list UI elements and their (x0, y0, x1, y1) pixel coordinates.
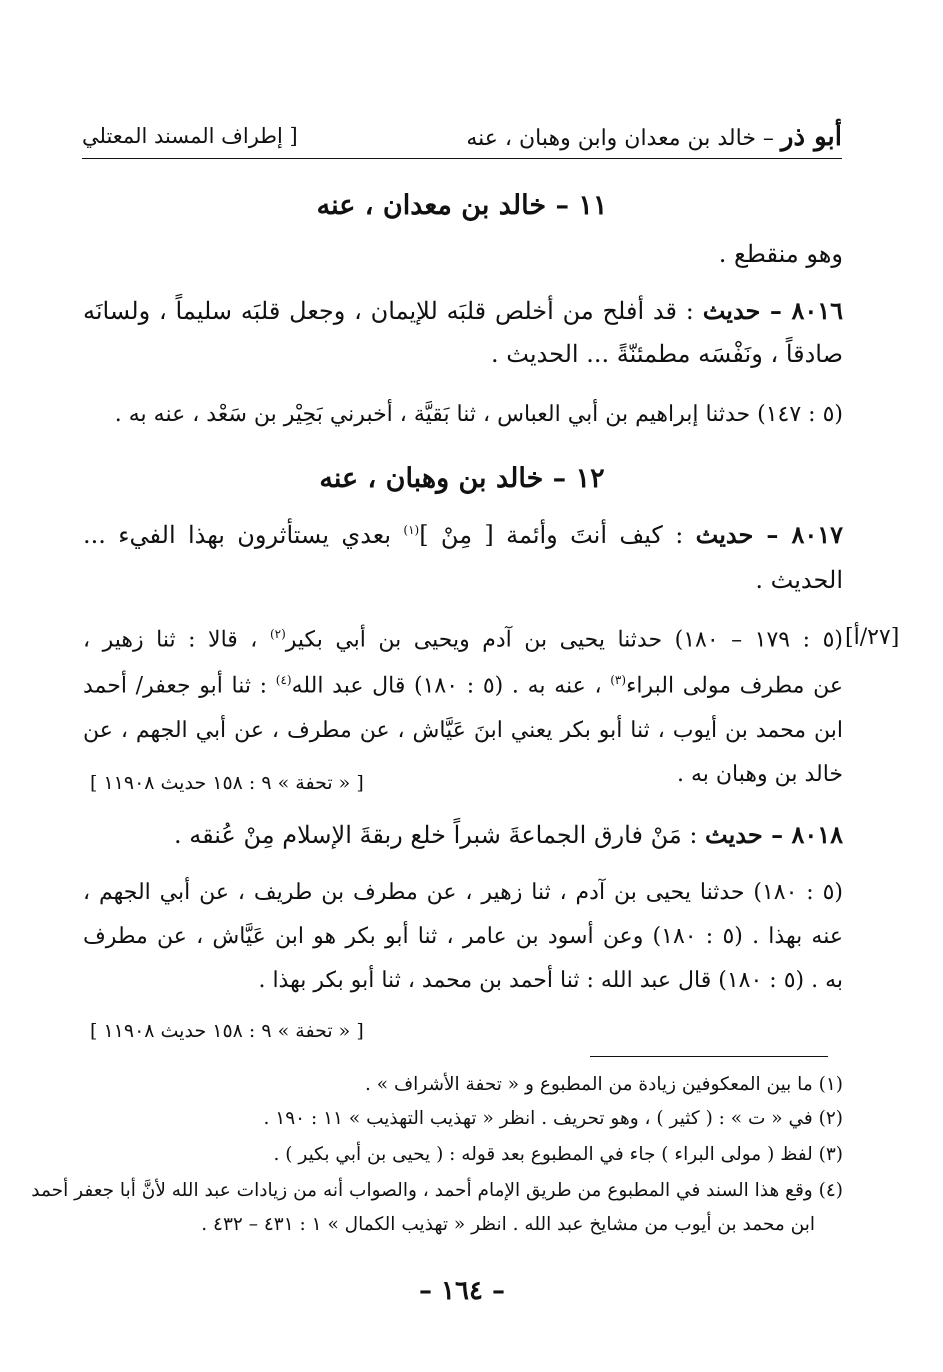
folio-marker: [٢٧/أ] (845, 625, 900, 650)
hadith-number: ٨٠١٨ – حديث (705, 820, 843, 849)
header-book-title: [ إطراف المسند المعتلي (82, 124, 298, 148)
isnad-8016: (٥ : ١٤٧) حدثنا إبراهيم بن أبي العباس ، ثنا بَقيَّة ، أخبرني بَحِيْر بن سَعْد ، عنه به . (114, 402, 843, 427)
isnad-8018-line-2: عنه بهذا . (٥ : ١٨٠) وعن أسود بن عامر ، ثنا أبو بكر هو ابن عَيَّاش ، عن مطرف (83, 924, 843, 949)
footnote-1: (١) ما بين المعكوفين زيادة من المطبوع و « تحفة الأشراف » . (365, 1074, 843, 1095)
hadith-number: ٨٠١٦ – حديث (702, 296, 844, 325)
hadith-8017-line-1: ٨٠١٧ – حديث : كيف أنتَ وأئمة [ مِنْ ]$^{(١)}$ بعدي يستأثرون بهذا الفيء ... (83, 520, 843, 549)
running-header (82, 118, 842, 159)
section-heading-12: ١٢ – خالد بن وهبان ، عنه (319, 463, 605, 494)
section-heading-11: ١١ – خالد بن معدان ، عنه (316, 190, 608, 221)
tuhfa-reference: [ « تحفة » ٩ : ١٥٨ حديث ١١٩٠٨ ] (90, 1020, 364, 1042)
footnote-4-line-1: (٤) وقع هذا السند في المطبوع من طريق الإمام أحمد ، والصواب أنه من زيادات عبد الله لأنَّ أبا جعفر أحمد (31, 1180, 843, 1201)
isnad-8017-line-1: (٥ : ١٧٩ – ١٨٠) حدثنا يحيى بن آدم ويحيى بن أبي بكير$^{(٢)}$ ، قالا : ثنا زهير ، (83, 627, 843, 653)
isnad-8017-line-2: عن مطرف مولى البراء$^{(٣)}$ ، عنه به . (٥ : ١٨٠) قال عبد الله$^{(٤)}$ : ثنا أبو جعفر/ أحمد (83, 673, 843, 699)
footnote-3: (٣) لفظ ( مولى البراء ) جاء في المطبوع بعد قوله : ( يحيى بن أبي بكير ) . (273, 1144, 843, 1165)
footnote-4-line-2: ابن محمد بن أيوب من مشايخ عبد الله . انظر « تهذيب الكمال » ١ : ٤٣١ – ٤٣٢ . (201, 1214, 815, 1235)
footnote-2: (٢) في « ت » : ( كثير ) ، وهو تحريف . انظر « تهذيب التهذيب » ١١ : ١٩٠ . (263, 1108, 843, 1129)
footnote-divider (590, 1056, 828, 1057)
isnad-8017-line-3: ابن محمد بن أيوب ، ثنا أبو بكر يعني ابنَ عَيَّاش ، عن مطرف ، عن أبي الجهم ، عن (83, 718, 843, 743)
tuhfa-reference: [ « تحفة » ٩ : ١٥٨ حديث ١١٩٠٨ ] (90, 772, 364, 794)
isnad-8017-line-4: خالد بن وهبان به . (676, 762, 843, 787)
header-author: أبو ذر (780, 122, 842, 152)
page-number: – ١٦٤ – (418, 1276, 506, 1306)
text-line: وهو منقطع . (718, 240, 843, 268)
hadith-number: ٨٠١٧ – حديث (695, 520, 843, 549)
hadith-8016-line-1: ٨٠١٦ – حديث : قد أفلح من أخلص قلبَه للإيمان ، وجعل قلبَه سليماً ، ولسانَه (83, 296, 844, 325)
isnad-8018-line-1: (٥ : ١٨٠) حدثنا يحيى بن آدم ، ثنا زهير ، عن مطرف بن طريف ، عن أبي الجهم ، (83, 880, 843, 905)
hadith-8017-line-2: الحديث . (755, 566, 843, 594)
header-right (466, 122, 842, 152)
hadith-8016-line-2: صادقاً ، ونَفْسَه مطمئنّةً ... الحديث . (491, 340, 843, 368)
isnad-8018-line-3: به . (٥ : ١٨٠) قال عبد الله : ثنا أحمد بن محمد ، ثنا أبو بكر بهذا . (258, 968, 843, 993)
header-chapter: – خالد بن معدان وابن وهبان ، عنه (466, 126, 774, 151)
hadith-8018-line-1: ٨٠١٨ – حديث : مَنْ فارق الجماعةَ شبراً خلع ربقةَ الإسلام مِنْ عُنقه . (174, 820, 843, 849)
